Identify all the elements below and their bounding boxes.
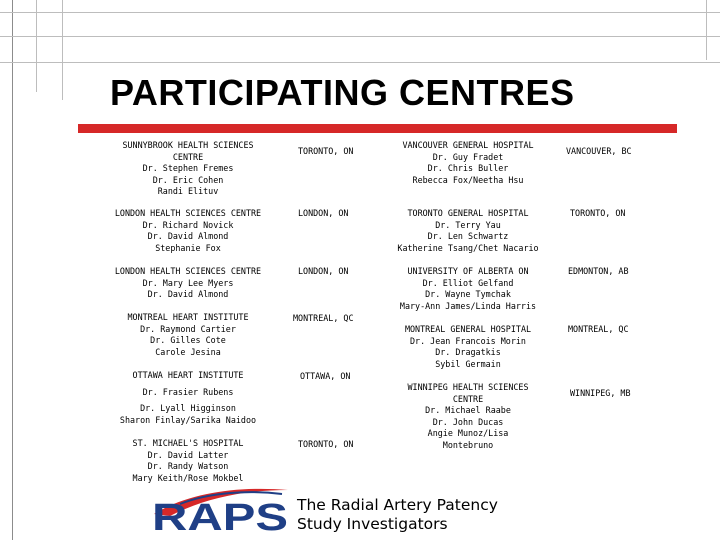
site-name: SUNNYBROOK HEALTH SCIENCES CENTRE [122,140,254,162]
site-person: Carole Jesina [155,346,221,357]
site-person: Dr. Jean Francois Morin [410,335,526,346]
frame-line [0,62,720,63]
site-city: TORONTO, ON [570,208,626,218]
title-underline [78,124,677,133]
site-name: ST. MICHAEL'S HOSPITAL [132,438,244,448]
site-city: TORONTO, ON [298,439,354,449]
frame-line [0,36,720,37]
site-name: OTTAWA HEART INSTITUTE [132,370,244,380]
site-person: Dr. Chris Buller [427,163,509,174]
site-city: EDMONTON, AB [568,266,629,276]
site-st-michaels [108,438,268,484]
site-name: UNIVERSITY OF ALBERTA ON [407,266,529,276]
site-name: WINNIPEG HEALTH SCIENCES CENTRE [407,382,529,404]
site-ottawa [108,370,268,426]
site-person: Dr. Raymond Cartier [140,323,236,334]
site-person: Stephanie Fox [155,242,221,253]
site-montreal-heart [108,312,268,358]
site-name: LONDON HEALTH SCIENCES CENTRE [114,266,262,276]
site-name: MONTREAL GENERAL HOSPITAL [404,324,532,334]
site-name: LONDON HEALTH SCIENCES CENTRE [114,208,262,218]
site-city: WINNIPEG, MB [570,388,631,398]
site-person: Dr. Gilles Cote [150,335,226,346]
site-toronto-general [386,208,550,254]
site-person: Dr. Michael Raabe [425,405,511,416]
site-person: Dr. Dragatkis [435,347,501,358]
study-caption-line: The Radial Artery Patency [297,496,498,514]
study-caption [297,496,498,534]
site-person: Dr. David Latter [147,449,229,460]
site-vancouver [398,140,538,186]
site-person: Mary Keith/Rose Mokbel [132,472,244,483]
site-london-2 [92,266,284,301]
site-person: Dr. Wayne Tymchak [425,289,511,300]
site-person: Mary-Ann James/Linda Harris [399,300,537,311]
site-person: Dr. Mary Lee Myers [142,277,234,288]
site-city: VANCOUVER, BC [566,146,632,156]
site-person: Dr. Randy Watson [147,461,229,472]
frame-line [62,0,63,100]
page-title: PARTICIPATING CENTRES [110,72,575,113]
study-caption-line: Study Investigators [297,515,448,533]
site-person: Dr. Guy Fradet [432,151,504,162]
frame-line [0,12,720,13]
site-person: Randi Elituv [157,186,219,197]
site-person: Dr. Richard Novick [142,219,234,230]
site-person: Dr. John Ducas [432,416,504,427]
site-city: OTTAWA, ON [300,371,351,381]
site-person: Dr. Stephen Fremes [142,163,234,174]
site-city: MONTREAL, QC [293,313,354,323]
site-city: LONDON, ON [298,208,349,218]
site-person: Dr. Eric Cohen [152,174,224,185]
site-city: LONDON, ON [298,266,349,276]
site-person: Dr. Elliot Gelfand [422,277,514,288]
site-alberta [386,266,550,312]
slide-frame-left [0,0,13,540]
frame-line [706,0,707,60]
site-person: Angie Munoz/Lisa Montebruno [427,428,509,450]
site-person: Dr. Lyall Higginson [140,403,236,414]
site-person: Dr. David Almond [147,231,229,242]
frame-line [36,0,37,92]
site-montreal-general [388,324,548,370]
logo-lettering: RAPS [152,497,288,539]
site-city: MONTREAL, QC [568,324,629,334]
site-person: Katherine Tsang/Chet Nacario [397,242,539,253]
site-person: Dr. Len Schwartz [427,231,509,242]
site-city: TORONTO, ON [298,146,354,156]
site-london-1 [92,208,284,254]
site-person: Sybil Germain [435,358,501,369]
site-name: VANCOUVER GENERAL HOSPITAL [402,140,534,150]
site-person: Dr. Terry Yau [435,219,501,230]
site-person: Dr. David Almond [147,289,229,300]
site-name: TORONTO GENERAL HOSPITAL [407,208,529,218]
site-person: Rebecca Fox/Neetha Hsu [412,174,524,185]
raps-logo [150,484,292,540]
site-winnipeg [400,382,536,452]
site-person: Dr. Frasier Rubens [142,386,234,397]
site-name: MONTREAL HEART INSTITUTE [127,312,249,322]
site-person: Sharon Finlay/Sarika Naidoo [119,414,257,425]
site-sunnybrook [108,140,268,198]
